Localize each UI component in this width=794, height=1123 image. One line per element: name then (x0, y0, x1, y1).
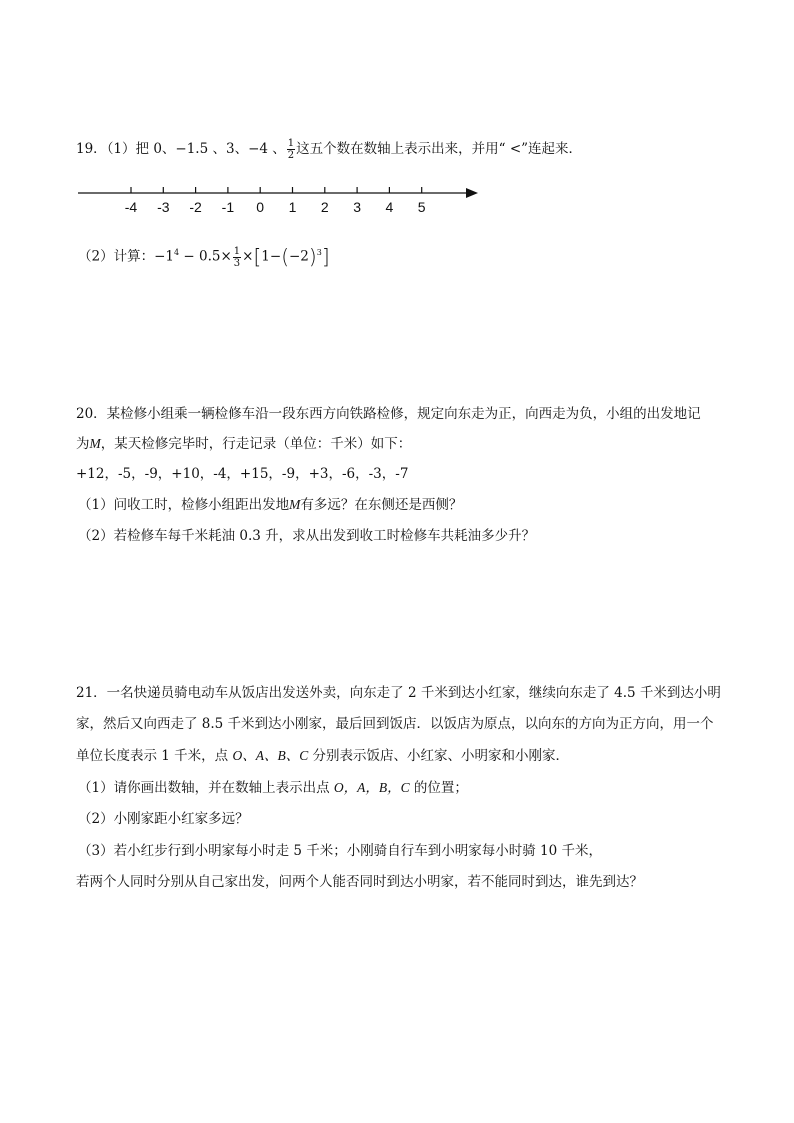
bracket-left: [ (253, 244, 262, 269)
var-m: M (289, 497, 301, 512)
tick-label: -1 (221, 199, 235, 215)
expr-term: − 0.5× (179, 248, 232, 265)
q21-sub1 (78, 778, 468, 798)
q20-sub1 (78, 495, 462, 515)
q21-line2: 家，然后又向西走了 8.5 千米到达小刚家，最后回到饭店．以饭店为原点，以向东的方向为正方向，用一个 (76, 716, 714, 732)
q21-sub3: （3）若小红步行到小明家每小时走 5 千米；小刚骑自行车到小明家每小时骑 10 千米， (78, 843, 603, 859)
point-labels: O、A、B、C (232, 748, 309, 763)
q21-line3 (76, 746, 569, 766)
point-labels: O，A，B，C (333, 780, 410, 795)
q19-part2-label: （2）计算： (78, 248, 155, 265)
tick-label: 2 (320, 199, 329, 215)
number-line-arrow-icon (466, 188, 478, 198)
tick-label: -3 (157, 199, 170, 215)
expr-term: −2 (289, 248, 309, 265)
q21-sub3-cont: 若两个人同时分别从自己家出发，问两个人能否同时到达小明家，若不能同时到达，谁先到达？ (76, 874, 643, 890)
q21-sub1-text: （1）请你画出数轴，并在数轴上表示出点 (78, 780, 334, 796)
expr-term: × (242, 248, 254, 265)
tick-label: 1 (288, 199, 297, 215)
q21-text: 分别表示饭店、小红家、小明家和小刚家． (308, 748, 570, 764)
exponent: 4 (174, 248, 180, 257)
paren-right: ) (308, 244, 317, 269)
fraction-one-third: $\frac{1}{3}$ (233, 245, 241, 269)
q21-line1: 21．一名快递员骑电动车从饭店出发送外卖，向东走了 2 千米到达小红家，继续向东走了 4.5 千米到达小明 (76, 685, 721, 701)
q19-part1-text-b: 这五个数在数轴上表示出来，并用“ <”连起来． (296, 141, 583, 157)
tick-label: 0 (256, 199, 265, 215)
q19-part2 (78, 243, 330, 269)
q20-text: ，某天检修完毕时，行走记录（单位：千米）如下： (100, 436, 412, 452)
bracket-right: ] (321, 244, 330, 269)
q19-line1 (76, 138, 582, 161)
tick-label: -4 (124, 199, 138, 215)
paren-left: ( (281, 244, 289, 269)
q20-line2 (76, 434, 411, 454)
exponent: 3 (316, 248, 322, 257)
number-line (72, 180, 502, 220)
q19-part1-text-a: （1）把 0、−1.5 、3、−4 、 (106, 141, 286, 157)
q20-sub1-text: 有多远？在东侧还是西侧？ (300, 497, 463, 513)
q20-line1: 20．某检修小组乘一辆检修车沿一段东西方向铁路检修，规定向东走为正，向西走为负，小组的出发地记 (76, 406, 701, 422)
tick-label: 4 (385, 199, 394, 215)
expr-term: 1− (261, 248, 282, 265)
fraction-one-half: $\frac{1}{2}$ (287, 138, 295, 161)
q19-number: 19． (76, 141, 107, 157)
tick-label: 3 (353, 199, 361, 215)
q21-sub2: （2）小刚家距小红家多远？ (78, 811, 249, 827)
q21-sub1-text: 的位置； (409, 780, 468, 796)
q20-text: 为 (76, 436, 90, 452)
q20-records: +12，-5，-9，+10，-4，+15，-9，+3，-6，-3，-7 (76, 466, 409, 482)
tick-label: -2 (189, 199, 202, 215)
q20-sub2: （2）若检修车每千米耗油 0.3 升，求从出发到收工时检修车共耗油多少升？ (78, 528, 536, 544)
var-m: M (89, 436, 101, 451)
tick-label: 5 (417, 199, 426, 215)
expr-term: −1 (154, 248, 174, 265)
q20-sub1-text: （1）问收工时，检修小组距出发地 (78, 497, 290, 513)
q21-text: 单位长度表示 1 千米，点 (76, 748, 233, 764)
